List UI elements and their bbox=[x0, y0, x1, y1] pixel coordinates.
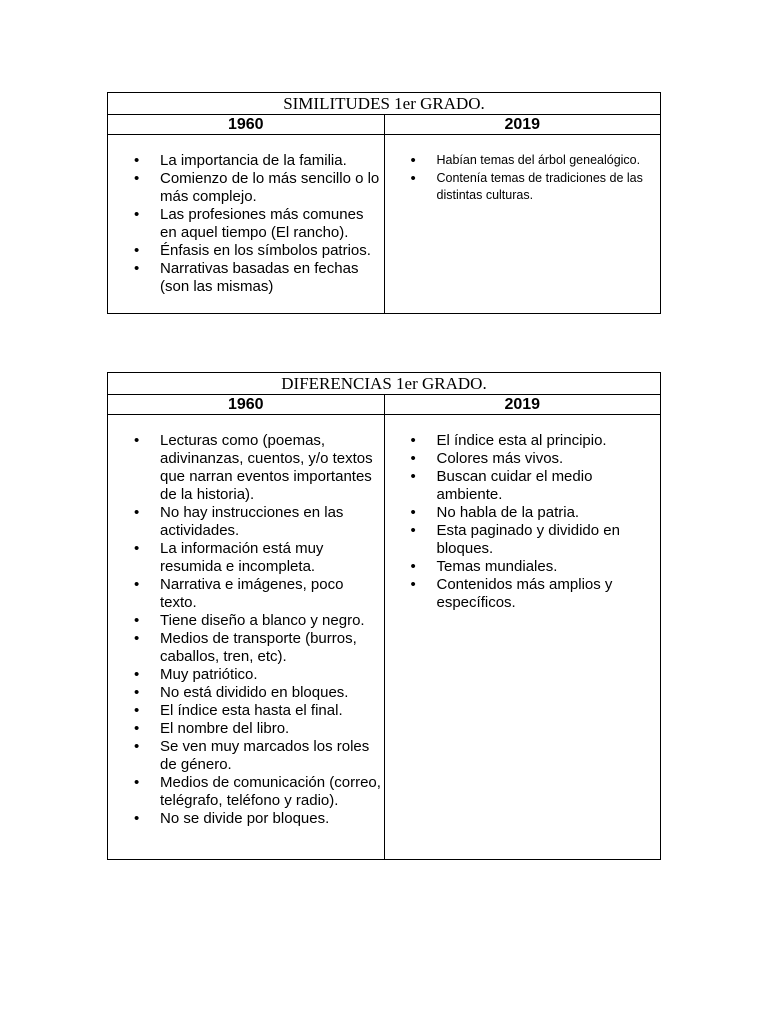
list-item: • Contenía temas de tradiciones de las distintas culturas. bbox=[437, 170, 661, 205]
list-item: • Habían temas del árbol genealógico. bbox=[437, 152, 661, 170]
list-item: • Medios de transporte (burros, caballos, tren, etc). bbox=[160, 630, 384, 666]
diferencias-1960-cell bbox=[108, 415, 385, 860]
list-item: • Colores más vivos. bbox=[437, 450, 661, 468]
list-item: • La importancia de la familia. bbox=[160, 152, 384, 170]
similitudes-2019-cell bbox=[384, 135, 661, 314]
similitudes-table bbox=[107, 92, 661, 314]
list-item: • Énfasis en los símbolos patrios. bbox=[160, 242, 384, 260]
diferencias-col-2019: 2019 bbox=[384, 395, 661, 415]
similitudes-1960-list bbox=[108, 135, 384, 296]
list-item: • El índice esta hasta el final. bbox=[160, 702, 384, 720]
similitudes-2019-list bbox=[385, 135, 661, 205]
list-item: • Esta paginado y dividido en bloques. bbox=[437, 522, 661, 558]
list-item: • El índice esta al principio. bbox=[437, 432, 661, 450]
list-item: • Medios de comunicación (correo, telégrafo, teléfono y radio). bbox=[160, 774, 384, 810]
similitudes-col-1960: 1960 bbox=[108, 115, 385, 135]
diferencias-col-1960: 1960 bbox=[108, 395, 385, 415]
list-item: • Se ven muy marcados los roles de género. bbox=[160, 738, 384, 774]
diferencias-2019-list bbox=[385, 415, 661, 612]
list-item: • Contenidos más amplios y específicos. bbox=[437, 576, 661, 612]
diferencias-1960-list bbox=[108, 415, 384, 828]
list-item: • Tiene diseño a blanco y negro. bbox=[160, 612, 384, 630]
diferencias-table bbox=[107, 372, 661, 860]
similitudes-1960-cell bbox=[108, 135, 385, 314]
list-item: • No está dividido en bloques. bbox=[160, 684, 384, 702]
list-item: • Las profesiones más comunes en aquel tiempo (El rancho). bbox=[160, 206, 384, 242]
list-item: • La información está muy resumida e incompleta. bbox=[160, 540, 384, 576]
diferencias-title: DIFERENCIAS 1er GRADO. bbox=[108, 373, 661, 395]
list-item: • Lecturas como (poemas, adivinanzas, cuentos, y/o textos que narran eventos importantes de la historia). bbox=[160, 432, 384, 504]
list-item: • No se divide por bloques. bbox=[160, 810, 384, 828]
list-item: • Muy patriótico. bbox=[160, 666, 384, 684]
list-item: • Narrativas basadas en fechas (son las mismas) bbox=[160, 260, 384, 296]
list-item: • Comienzo de lo más sencillo o lo más complejo. bbox=[160, 170, 384, 206]
list-item: • Temas mundiales. bbox=[437, 558, 661, 576]
list-item: • No hay instrucciones en las actividades. bbox=[160, 504, 384, 540]
similitudes-title: SIMILITUDES 1er GRADO. bbox=[108, 93, 661, 115]
list-item: • No habla de la patria. bbox=[437, 504, 661, 522]
similitudes-col-2019: 2019 bbox=[384, 115, 661, 135]
list-item: • Buscan cuidar el medio ambiente. bbox=[437, 468, 661, 504]
list-item: • Narrativa e imágenes, poco texto. bbox=[160, 576, 384, 612]
list-item: • El nombre del libro. bbox=[160, 720, 384, 738]
diferencias-2019-cell bbox=[384, 415, 661, 860]
